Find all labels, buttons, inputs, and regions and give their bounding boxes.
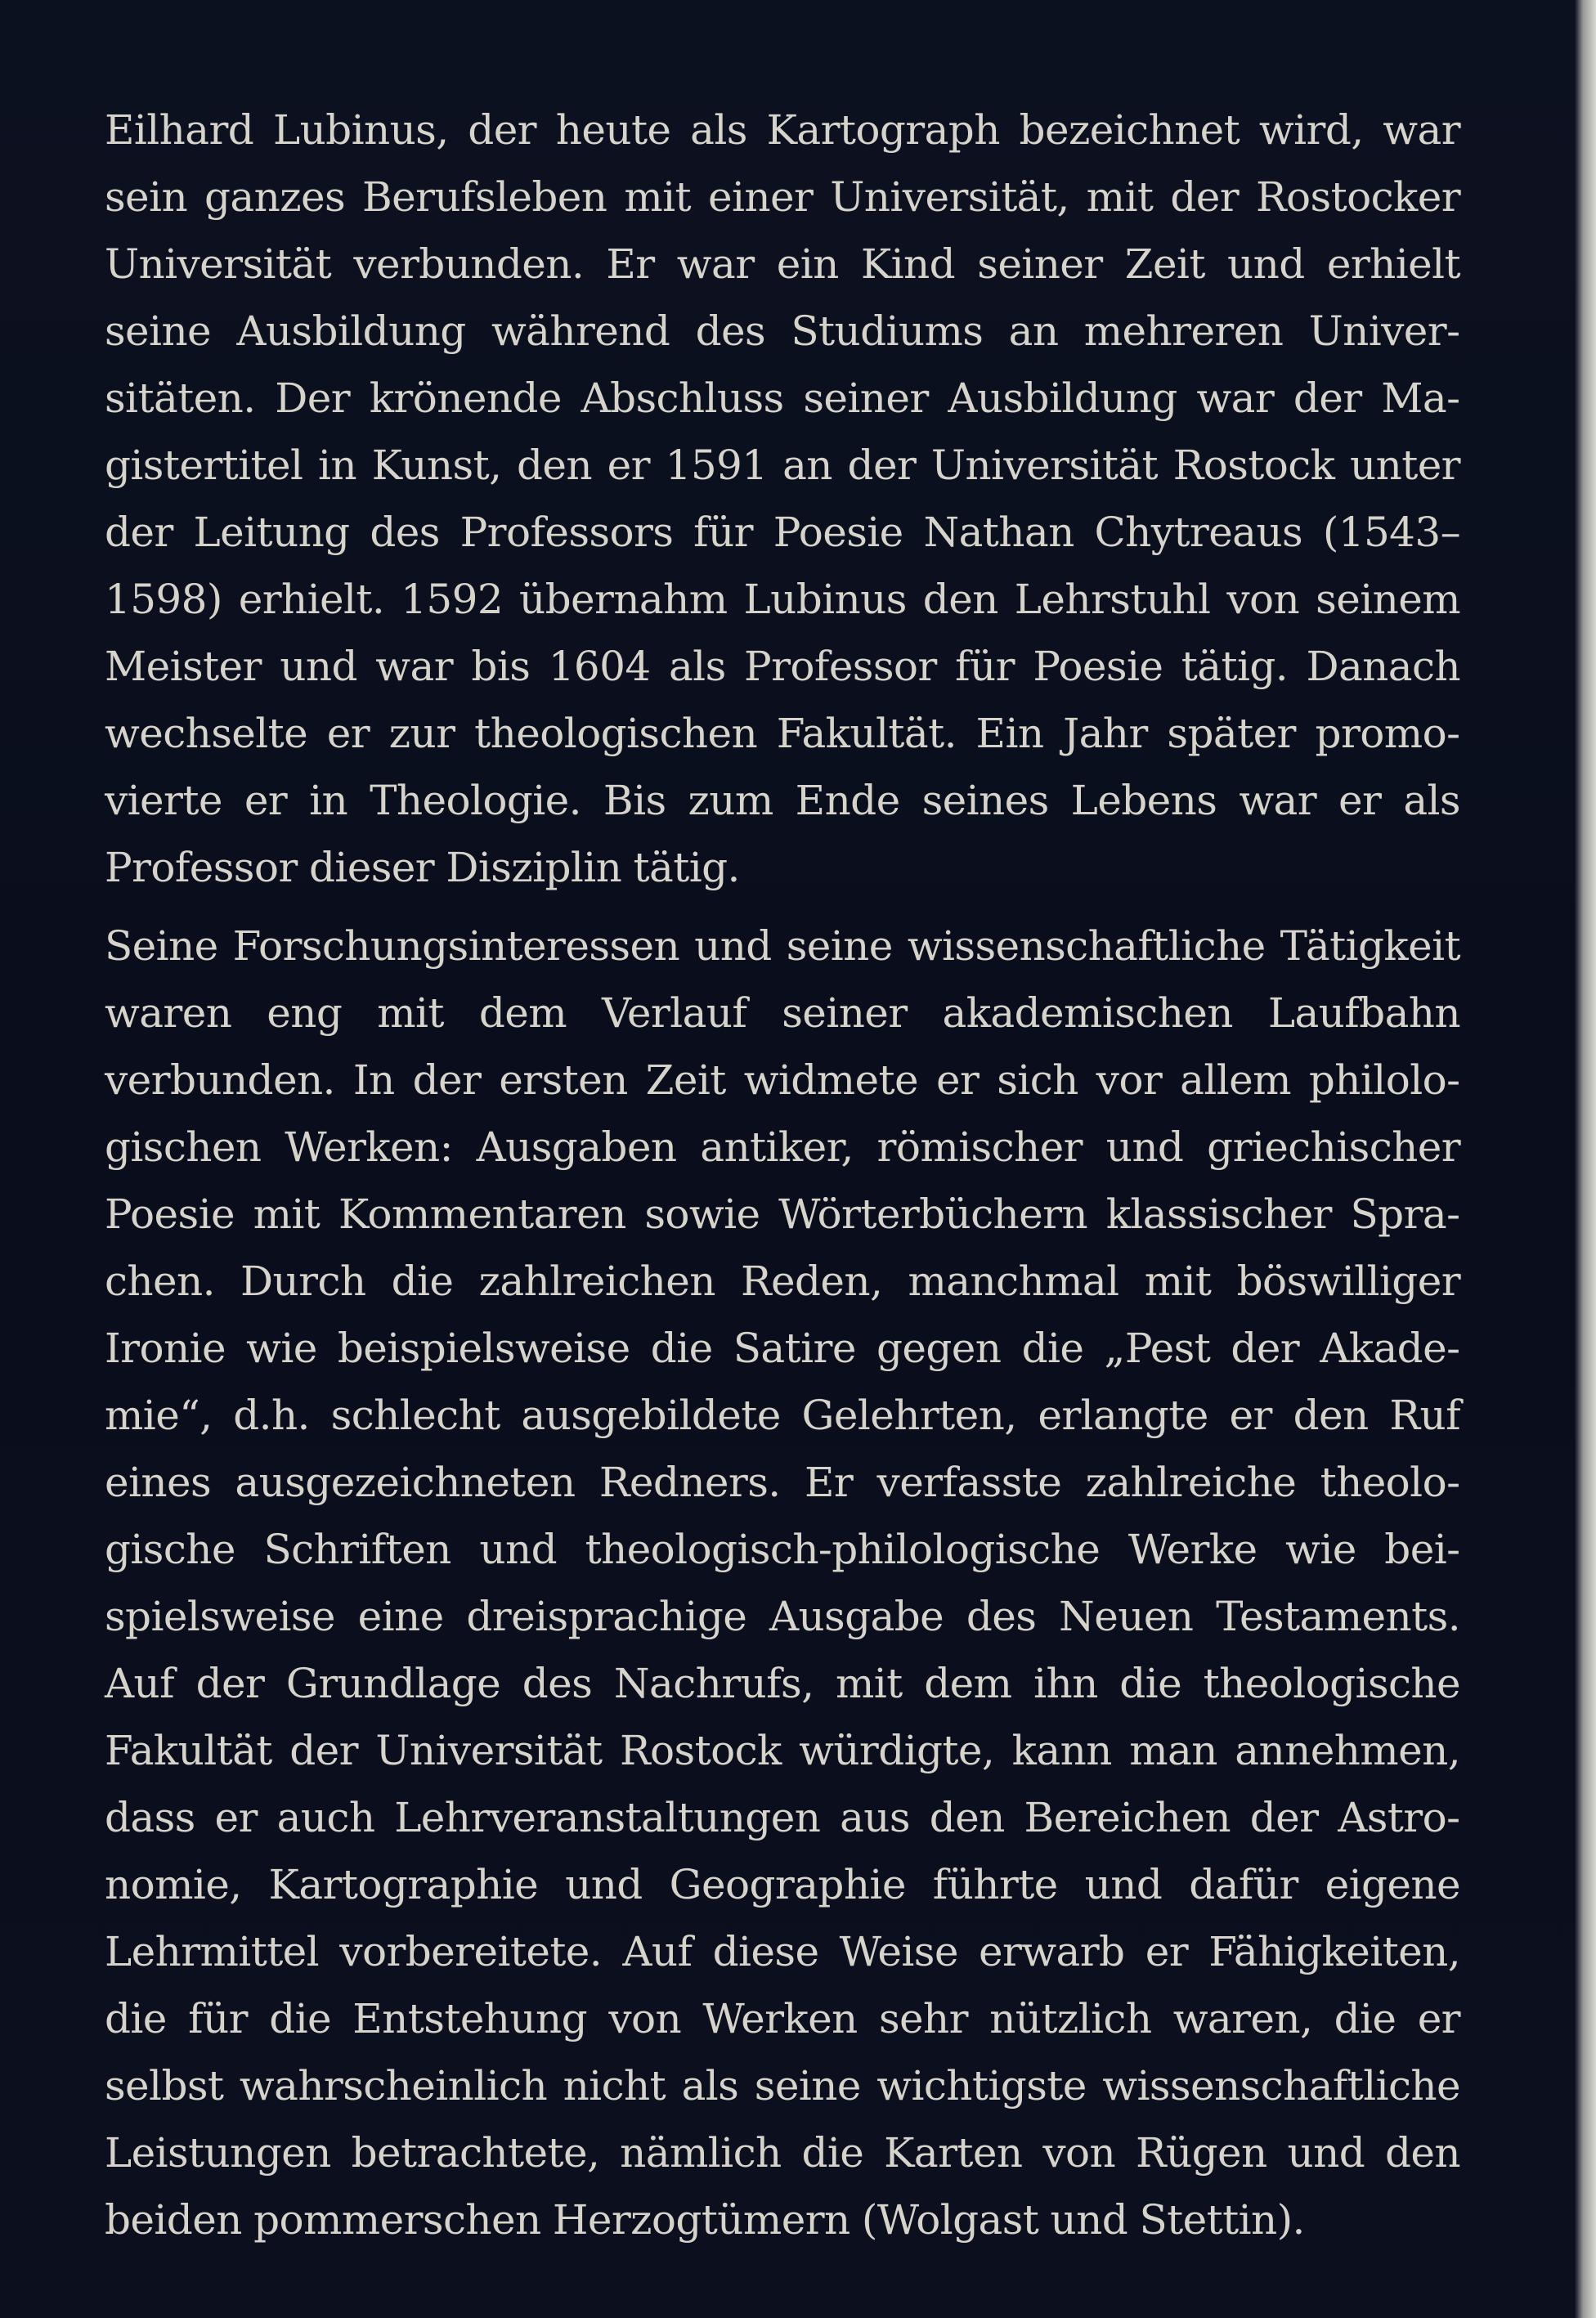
paragraph-2: Seine Forschungsinteressen und seine wissenschaftliche Tätigkeit waren eng mit dem Verlauf seiner akademischen Laufbahn verbunden. In der ersten Zeit widmete er sich vor allem philologischen Werken: Ausgaben antiker, römischer und griechischer Poesie mit Kommentaren sowie Wörterbüchern klassischer Sprachen. Durch die zahlreichen Reden, manchmal mit böswilliger Ironie wie beispielsweise die Satire gegen die „Pest der Akademie“, d.h. schlecht ausgebildete Gelehrten, erlangte er den Ruf eines ausgezeichneten Redners. Er verfasste zahlreiche theologische Schriften und theologisch-philologische Werke wie beispielsweise eine dreisprachige Ausgabe des Neuen Testaments. Auf der Grundlage des Nachrufs, mit dem ihn die theologische Fakultät der Universität Rostock würdigte, kann man annehmen, dass er auch Lehrveranstaltungen aus den Bereichen der Astronomie, Kartographie und Geographie führte und dafür eigene Lehrmittel vorbereitete. Auf diese Weise erwarb er Fähigkeiten, die für die Entstehung von Werken sehr nützlich waren, die er selbst wahrscheinlich nicht als seine wichtigste wissenschaftliche Leistungen betrachtete, nämlich die Karten von Rügen und den beiden pommerschen Herzogtümern (Wolgast und Stettin). bbox=[105, 922, 1460, 2244]
paragraph-1: Eilhard Lubinus, der heute als Kartograph bezeichnet wird, war sein ganzes Berufsleben mit einer Universität, mit der Rostocker Universität verbunden. Er war ein Kind seiner Zeit und erhielt seine Ausbildung während des Studiums an mehreren Universitäten. Der krönende Abschluss seiner Ausbildung war der Magistertitel in Kunst, den er 1591 an der Universität Rostock unter der Leitung des Professors für Poesie Nathan Chytreaus (1543–1598) erhielt. 1592 übernahm Lubinus den Lehrstuhl von seinem Meister und war bis 1604 als Professor für Poesie tätig. Danach wechselte er zur theologischen Fakultät. Ein Jahr später promovierte er in Theologie. Bis zum Ende seines Lebens war er als Professor dieser Disziplin tätig. bbox=[105, 106, 1460, 891]
page-edge bbox=[1575, 0, 1596, 2318]
body-text bbox=[105, 96, 1460, 2253]
